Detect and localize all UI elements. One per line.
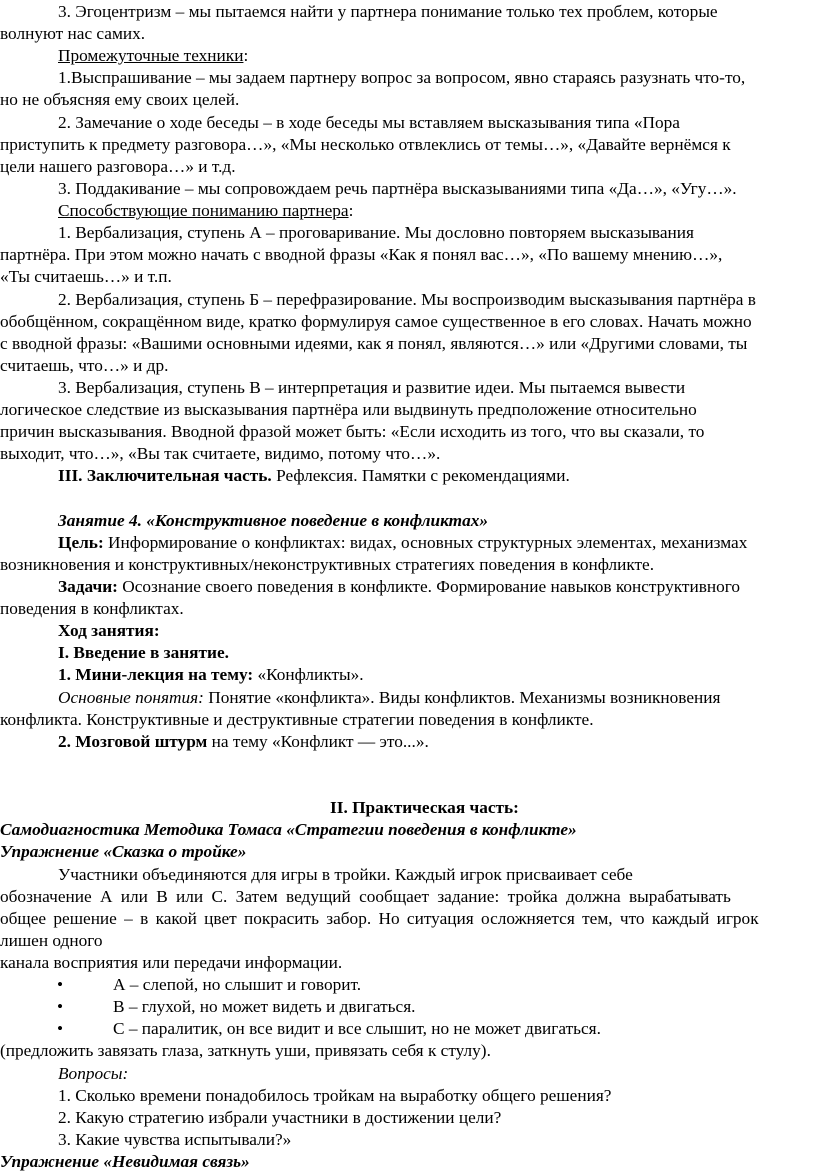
text-line: конфликта. Конструктивные и деструктивные стратегии поведения в конфликте. <box>0 710 594 729</box>
section-title: III. Заключительная часть. <box>58 466 272 485</box>
text-line: но не объясняя ему своих целей. <box>0 90 240 109</box>
subheading-text: Способствующие пониманию партнера <box>58 201 349 220</box>
paragraph-agreeing: 3. Поддакивание – мы сопровождаем речь партнёра высказываниями типа «Да…», «Угу…». <box>58 179 737 198</box>
text-line: лишен одного <box>0 931 103 950</box>
subheading-text: Промежуточные техники <box>58 46 244 65</box>
question-item: 3. Какие чувства испытывали?» <box>58 1130 292 1149</box>
bullet-icon: • <box>57 975 64 994</box>
text-line: приступить к предмету разговора…», «Мы несколько отвлеклись от темы…», «Давайте вернёмся к <box>0 135 731 154</box>
text-line: обозначение А или В или С. Затем ведущий сообщает задание: тройка должна вырабатывать <box>0 887 731 906</box>
question-item: 1. Сколько времени понадобилось тройкам на выработку общего решения? <box>58 1086 612 1105</box>
exercise-title: Упражнение «Невидимая связь» <box>0 1152 250 1171</box>
mini-lecture-topic: «Конфликты». <box>253 665 364 684</box>
paragraph-verbalization-c: 3. Вербализация, ступень В – интерпретация и развитие идеи. Мы пытаемся вывести <box>58 378 686 397</box>
concepts-line <box>58 686 720 709</box>
paragraph-verbalization-a: 1. Вербализация, ступень А – проговаривание. Мы дословно повторяем высказывания <box>58 223 694 242</box>
text-line: возникновения и конструктивных/неконструктивных стратегиях поведения в конфликте. <box>0 555 655 574</box>
paragraph-verbalization-b: 2. Вербализация, ступень Б – перефразирование. Мы воспроизводим высказывания партнёра в <box>58 290 756 309</box>
goal-line <box>58 531 747 554</box>
paragraph-egocentrism: 3. Эгоцентризм – мы пытаемся найти у партнера понимание только тех проблем, которые <box>58 2 718 21</box>
brainstorm-text: на тему «Конфликт — это...». <box>207 732 429 751</box>
text-line: «Ты считаешь…» и т.п. <box>0 267 172 286</box>
tasks-text: Осознание своего поведения в конфликте. Формирование навыков конструктивного <box>117 577 741 596</box>
text-line: с вводной фразы: «Вашими основными идеями, как я понял, являются…» или «Другими словами, ты <box>0 334 748 353</box>
intro-heading: I. Введение в занятие. <box>58 643 229 662</box>
tasks-line <box>58 575 740 598</box>
lesson-title: Занятие 4. «Конструктивное поведение в конфликтах» <box>58 511 489 530</box>
bullet-icon: • <box>57 997 64 1016</box>
paragraph-questioning: 1.Выспрашивание – мы задаем партнеру вопрос за вопросом, явно стараясь разузнать что-то, <box>58 68 746 87</box>
practical-heading: II. Практическая часть: <box>330 798 519 817</box>
lesson-course-heading: Ход занятия: <box>58 621 160 640</box>
text-line: обобщённом, сокращённом виде, кратко формулируя самое существенное в его словах. Начать можно <box>0 312 752 331</box>
text-line: поведения в конфликтах. <box>0 599 184 618</box>
subheading-understanding <box>58 199 353 222</box>
text-line: цели нашего разговора…» и т.д. <box>0 157 236 176</box>
questions-label: Вопросы: <box>58 1064 129 1083</box>
tasks-label: Задачи: <box>58 577 118 596</box>
list-item-text: А – слепой, но слышит и говорит. <box>113 975 362 994</box>
text-line: партнёра. При этом можно начать с вводной фразы «Как я понял вас…», «По вашему мнению…», <box>0 245 723 264</box>
mini-lecture-label: 1. Мини-лекция на тему: <box>58 665 254 684</box>
text-line: считаешь, что…» и др. <box>0 356 169 375</box>
colon: : <box>243 46 249 65</box>
goal-text: Информирование о конфликтах: видах, основных структурных элементах, механизмах <box>103 533 748 552</box>
text-line: волнуют нас самих. <box>0 24 146 43</box>
text-line: выходит, что…», «Вы так считаете, видимо, потому что…». <box>0 444 441 463</box>
question-item: 2. Какую стратегию избрали участники в достижении цели? <box>58 1108 502 1127</box>
list-item-text: В – глухой, но может видеть и двигаться. <box>113 997 416 1016</box>
section-text: Рефлексия. Памятки с рекомендациями. <box>271 466 570 485</box>
exercise-text: Участники объединяются для игры в тройки. Каждый игрок присваивает себе <box>58 865 633 884</box>
brainstorm-line <box>58 730 429 753</box>
text-line: логическое следствие из высказывания партнёра или выдвинуть предположение относительно <box>0 400 697 419</box>
subheading-intermediate-techniques <box>58 44 248 67</box>
mini-lecture-line <box>58 663 364 686</box>
bullet-icon: • <box>57 1019 64 1038</box>
text-line: (предложить завязать глаза, заткнуть уши, привязать себя к стулу). <box>0 1041 491 1060</box>
text-line: общее решение – в какой цвет покрасить забор. Но ситуация осложняется тем, что каждый игрок <box>0 909 759 928</box>
self-diagnosis-title: Самодиагностика Методика Томаса «Стратегии поведения в конфликте» <box>0 820 577 839</box>
paragraph-remark: 2. Замечание о ходе беседы – в ходе беседы мы вставляем высказывания типа «Пора <box>58 113 680 132</box>
conclusion-line <box>58 464 570 487</box>
concepts-text: Понятие «конфликта». Виды конфликтов. Механизмы возникновения <box>203 688 721 707</box>
goal-label: Цель: <box>58 533 104 552</box>
text-line: канала восприятия или передачи информации. <box>0 953 343 972</box>
text-line: причин высказывания. Вводной фразой может быть: «Если исходить из того, что вы сказали, то <box>0 422 705 441</box>
concepts-label: Основные понятия: <box>58 688 204 707</box>
exercise-title: Упражнение «Сказка о тройке» <box>0 842 247 861</box>
list-item-text: С – паралитик, он все видит и все слышит, но не может двигаться. <box>113 1019 601 1038</box>
colon: : <box>348 201 354 220</box>
brainstorm-label: 2. Мозговой штурм <box>58 732 208 751</box>
